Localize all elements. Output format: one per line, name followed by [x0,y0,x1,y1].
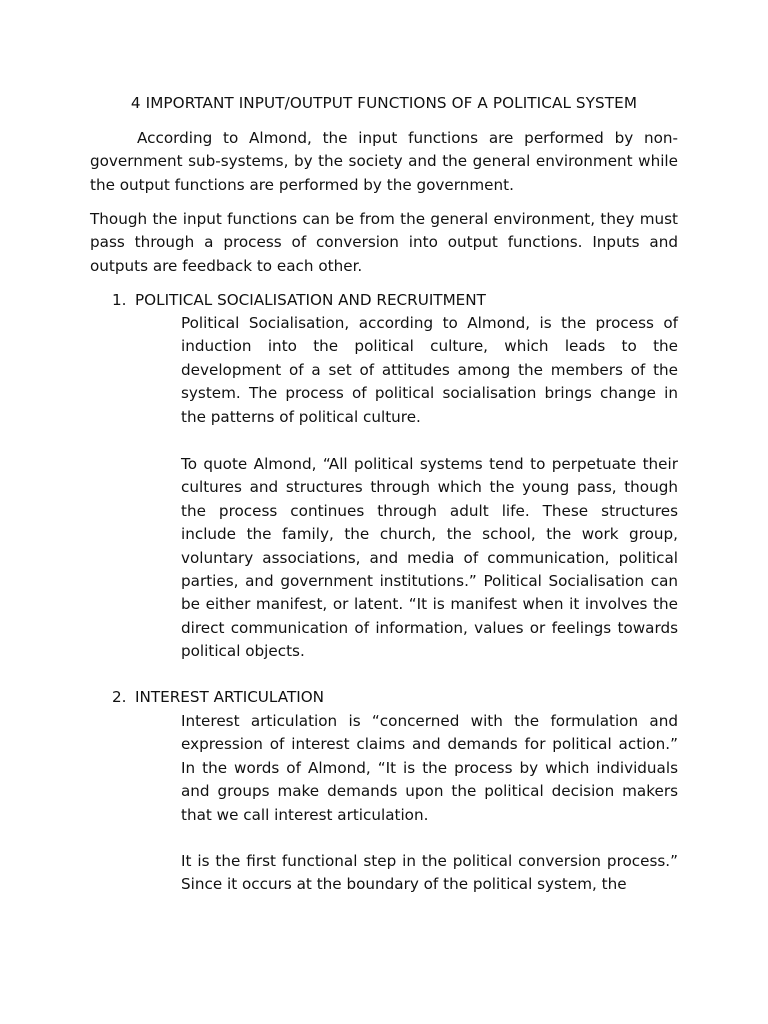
section-2-heading [112,686,672,709]
section-2-paragraph-1: Interest articulation is “concerned with the formulation and expression of interest claims and demands for political action.” In the words of Almond, “It is the process by which individuals and groups make demands upon the political decision makers that we call interest articulation. [181,712,678,824]
intro-paragraph-2: Though the input functions can be from the general environment, they must pass through a process of conversion into output functions. Inputs and outputs are feedback to each other. [90,210,678,275]
section-2-paragraph-2: It is the first functional step in the political conversion process.” Since it occurs at the boundary of the political system, the [181,852,678,894]
section-1-heading [112,289,672,312]
section-1-paragraph-1: Political Socialisation, according to Almond, is the process of induction into the political culture, which leads to the development of a set of attitudes among the members of the system. The process of political socialisation brings change in the patterns of political culture. [181,314,678,426]
intro-paragraph-1: According to Almond, the input functions are performed by non-government sub-systems, by the society and the general environment while the output functions are performed by the government. [90,129,678,194]
section-2-title: INTEREST ARTICULATION [135,688,325,706]
section-1-title: POLITICAL SOCIALISATION AND RECRUITMENT [135,291,486,309]
document-title: 4 IMPORTANT INPUT/OUTPUT FUNCTIONS OF A POLITICAL SYSTEM [130,94,638,112]
section-1-number: 1. [112,291,127,309]
section-1-paragraph-2: To quote Almond, “All political systems tend to perpetuate their cultures and structures through which the young pass, though the process continues through adult life. These structures include the family, the church, the school, the work group, voluntary associations, and media of communication, political parties, and government institutions.” Political Socialisation can be either manifest, or latent. “It is manifest when it involves the direct communication of information, values or feelings towards political objects. [181,455,678,661]
section-2-number: 2. [112,688,127,706]
